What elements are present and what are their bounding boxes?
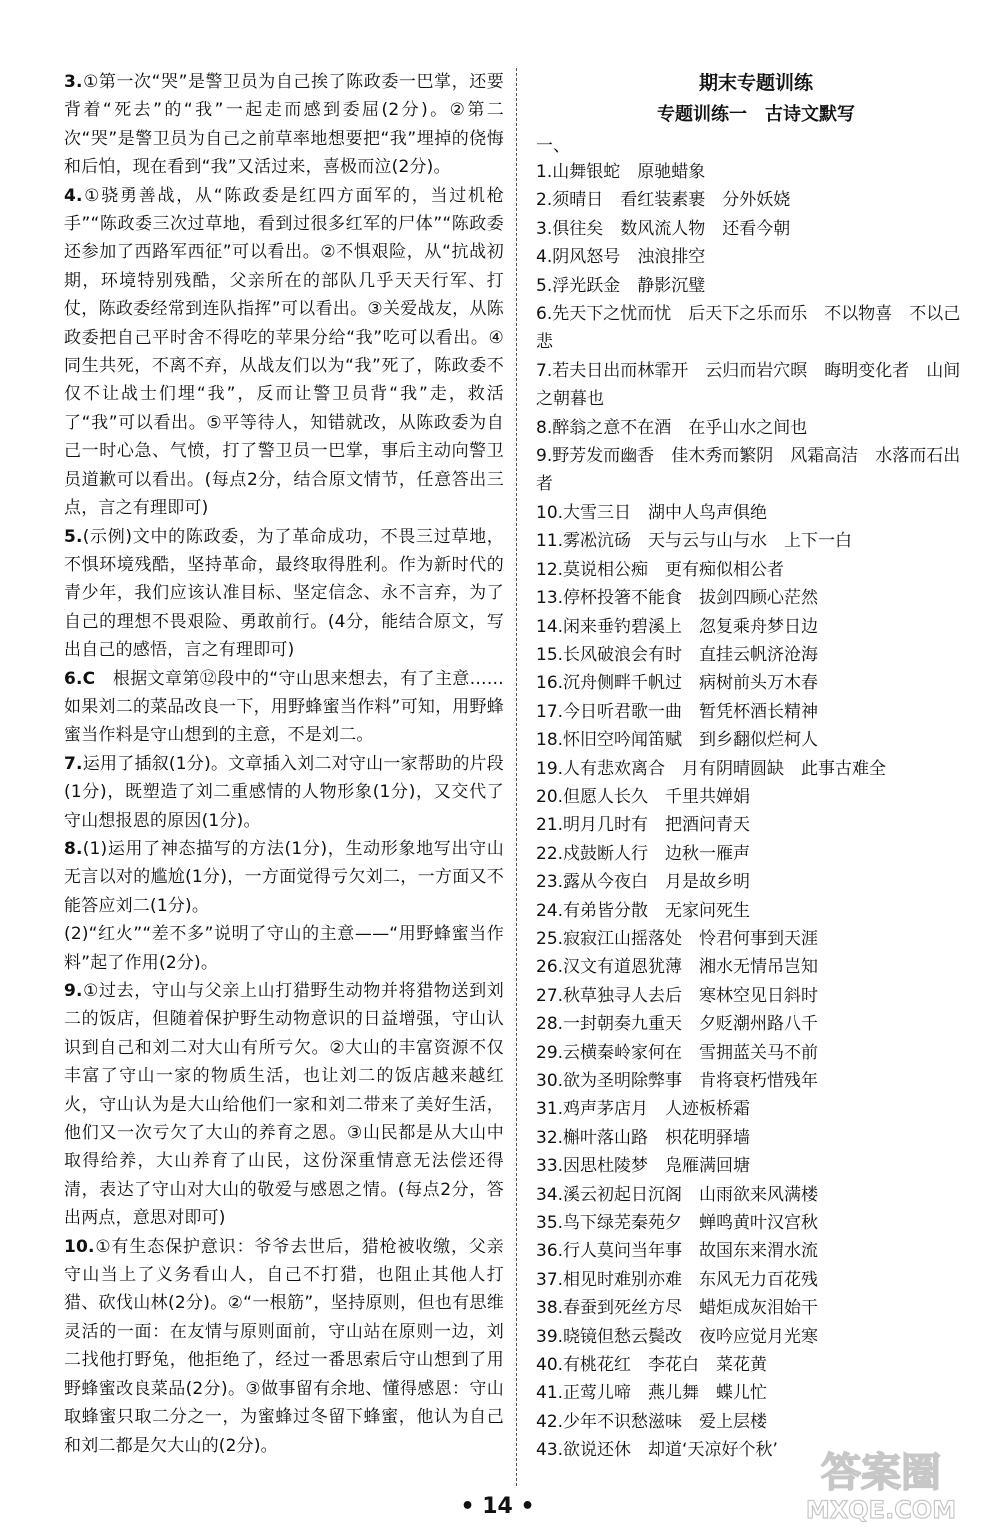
answer-number: 4. — [64, 185, 83, 206]
poem-answer-line: 32.槲叶落山路 枳花明驿墙 — [536, 1127, 751, 1148]
poem-answer-line: 39.晓镜但愁云鬓改 夜吟应觉月光寒 — [536, 1326, 819, 1347]
poem-answer-line: 41.正莺儿啼 燕儿舞 蝶儿忙 — [536, 1383, 768, 1404]
poem-answer-line: 22.戍鼓断人行 边秋一雁声 — [536, 843, 751, 864]
poem-answer-line: 40.有桃花红 李花白 菜花黄 — [536, 1355, 768, 1376]
answer-item — [64, 182, 504, 523]
poem-answer-line: 31.鸡声茅店月 人迹板桥霜 — [536, 1099, 751, 1120]
answer-text: ①过去，守山与父亲上山打猎野生动物并将猎物送到刘二的饭店，但随着保护野生动物意识的日益增强，守山认识到自己和刘二对大山有所亏欠。②大山的丰富资源不仅丰富了守山一家的物质生活，也让刘二的饭店越来越红火，守山认为是大山给他们一家和刘二带来了美好生活，他们又一次亏欠了大山的养育之恩。③山民都是从大山中取得给养，大山养育了山民，这份深重情意无法偿还得清，表达了守山对大山的敬爱与感恩之情。(每点2分，答出两点，意思对即可) — [64, 981, 504, 1229]
poem-answer-line: 7.若夫日出而林霏开 云归而岩穴暝 晦明变化者 山间之朝暮也 — [536, 360, 961, 410]
poem-answer-line: 30.欲为圣明除弊事 肯将衰朽惜残年 — [536, 1071, 819, 1091]
watermark-logo — [781, 1436, 981, 1526]
answer-item — [64, 68, 504, 182]
answer-number: 10. — [64, 1236, 95, 1257]
poem-answer-line: 29.云横秦岭家何在 雪拥蓝关马不前 — [536, 1042, 819, 1063]
answer-text: 运用了插叙(1分)。文章插入刘二对守山一家帮助的片段(1分)，既塑造了刘二重感情的人物形象(1分)，又交代了守山想报恩的原因(1分)。 — [64, 753, 504, 831]
poem-answer-line: 6.先天下之忧而忧 后天下之乐而乐 不以物喜 不以己悲 — [536, 304, 961, 353]
answer-number: 8. — [64, 838, 83, 859]
answer-text: ①第一次“哭”是警卫员为自己挨了陈政委一巴掌，还要背着“死去”的“我”一起走而感到委屈(2分)。②第二次“哭”是警卫员为自己之前草率地想要把“我”埋掉的侥悔和后怕，现在看到“我”又活过来，喜极而泣(2分)。 — [64, 72, 504, 178]
poem-answer-line: 37.相见时难别亦难 东风无力百花残 — [536, 1269, 819, 1290]
answer-text: (示例)文中的陈政委，为了革命成功，不畏三过草地，不惧环境残酷，坚持革命，最终取得胜利。作为新时代的青少年，我们应该认准目标、坚定信念、永不言弃，为了自己的理想不畏艰险、勇敢前行。(4分，能结合原文，写出自己的感悟，言之有理即可) — [64, 526, 504, 661]
poem-answer-line: 43.欲说还休 却道‘天凉好个秋’ — [536, 1440, 778, 1461]
column-divider — [516, 68, 517, 1486]
poem-answer-list — [536, 158, 976, 1465]
poem-answer-line: 15.长风破浪会有时 直挂云帆济沧海 — [536, 644, 819, 665]
answer-item — [64, 665, 504, 750]
poem-answer-line: 36.行人莫问当年事 故国东来渭水流 — [536, 1241, 819, 1262]
answer-column-right — [536, 68, 976, 1465]
poem-answer-line: 12.莫说相公痴 更有痴似相公者 — [536, 559, 785, 580]
answer-item — [64, 835, 504, 920]
poem-answer-line: 34.溪云初起日沉阁 山雨欲来风满楼 — [536, 1184, 819, 1205]
poem-answer-line: 10.大雪三日 湖中人鸟声俱绝 — [536, 502, 768, 523]
answer-text: (1)运用了神态描写的方法(1分)，生动形象地写出守山无言以对的尴尬(1分)，一方面觉得亏欠刘二，一方面又不能答应刘二(1分)。 — [64, 838, 504, 916]
answer-text: ①有生态保护意识：爷爷去世后，猎枪被收缴，父亲守山当上了义务看山人，自己不打猎，也阻止其他人打猎、砍伐山林(2分)。②“一根筋”，坚持原则，但也有思维灵活的一面：在友情与原则面前，守山站在原则一边，刘二找他打野兔，他拒绝了，经过一番思索后守山想到了用野蜂蜜改良菜品(2分)。③做事留有余地、懂得感恩：守山取蜂蜜只取二分之一，为蜜蜂过冬留下蜂蜜，他认为自己和刘二都是欠大山的(2分)。 — [64, 1236, 504, 1456]
answer-number: 7. — [64, 753, 83, 774]
answer-number: 3. — [64, 72, 83, 92]
poem-answer-line: 13.停杯投箸不能食 拔剑四顾心茫然 — [536, 588, 819, 609]
answer-column-left — [64, 68, 504, 1460]
poem-answer-line: 26.汉文有道恩犹薄 湘水无情吊岂知 — [536, 957, 819, 978]
section-subtitle: 专题训练一 古诗文默写 — [657, 104, 855, 125]
answer-item — [64, 1233, 504, 1460]
answer-item — [64, 523, 504, 665]
poem-answer-line: 9.野芳发而幽香 佳木秀而繁阴 风霜高洁 水落而石出者 — [536, 446, 961, 495]
answer-item — [64, 977, 504, 1233]
poem-answer-line: 33.因思杜陵梦 凫雁满回塘 — [536, 1156, 751, 1177]
poem-answer-line: 3.俱往矣 数风流人物 还看今朝 — [536, 218, 791, 239]
answer-text: ①骁勇善战，从“陈政委是红四方面军的，当过机枪手”“陈政委三次过草地，看到过很多红军的尸体”“陈政委还参加了西路军西征”可以看出。②不惧艰险，从“抗战初期，环境特别残酷，父亲所在的部队几乎天天行军、打仗，陈政委经常到连队指挥”可以看出。③关爱战友，从陈政委把自己平时舍不得吃的苹果分给“我”吃可以看出。④同生共死，不离不弃，从战友们以为“我”死了，陈政委不仅不让战士们埋“我”，反而让警卫员背“我”走，救活了“我”可以看出。⑤平等待人，知错就改，从陈政委为自己一时心急、气愤，打了警卫员一巴掌，事后主动向警卫员道歉可以看出。(每点2分，结合原文情节，任意答出三点，言之有理即可) — [64, 185, 504, 519]
poem-answer-line: 42.少年不识愁滋味 爱上层楼 — [536, 1411, 768, 1432]
poem-answer-line: 14.闲来垂钓碧溪上 忽复乘舟梦日边 — [536, 616, 819, 637]
poem-answer-line: 21.明月几时有 把酒问青天 — [536, 815, 751, 836]
poem-answer-line: 11.雾凇沆砀 天与云与山与水 上下一白 — [536, 531, 853, 552]
part-label: 一、 — [536, 136, 570, 156]
poem-answer-line: 28.一封朝奏九重天 夕贬潮州路八千 — [536, 1014, 819, 1035]
answer-number: 9. — [64, 981, 83, 1001]
answer-number: 6.C — [64, 668, 96, 689]
poem-answer-line: 18.怀旧空吟闻笛赋 到乡翻似烂柯人 — [536, 730, 819, 751]
poem-answer-line: 27.秋草独寻人去后 寒林空见日斜时 — [536, 985, 819, 1006]
poem-answer-line: 8.醉翁之意不在酒 在乎山水之间也 — [536, 417, 808, 438]
poem-answer-line: 38.春蚕到死丝方尽 蜡炬成灰泪始干 — [536, 1298, 819, 1319]
poem-answer-line: 4.阴风怒号 浊浪排空 — [536, 247, 706, 268]
page-number: • 14 • — [460, 1494, 535, 1519]
poem-answer-line: 16.沉舟侧畔千帆过 病树前头万木春 — [536, 673, 819, 694]
poem-answer-line: 23.露从今夜白 月是故乡明 — [536, 872, 751, 893]
poem-answer-line: 1.山舞银蛇 原驰蜡象 — [536, 162, 706, 182]
poem-answer-line: 24.有弟皆分散 无家问死生 — [536, 900, 751, 921]
poem-answer-line: 20.但愿人长久 千里共婵娟 — [536, 786, 751, 807]
poem-answer-line: 2.须晴日 看红装素裹 分外妖娆 — [536, 190, 791, 211]
watermark-text: 答案圈 — [821, 1450, 941, 1496]
answer-subpart: (2)“红火”“差不多”说明了守山的主意——“用野蜂蜜当作料”起了作用(2分)。 — [64, 924, 504, 973]
poem-answer-line: 17.今日听君歌一曲 暂凭杯酒长精神 — [536, 701, 819, 722]
poem-answer-line: 35.鸟下绿芜秦苑夕 蝉鸣黄叶汉宫秋 — [536, 1213, 819, 1234]
answer-item — [64, 750, 504, 835]
section-title: 期末专题训练 — [698, 72, 813, 94]
poem-answer-line: 19.人有悲欢离合 月有阴晴圆缺 此事古难全 — [536, 758, 887, 779]
answer-text: 根据文章第⑫段中的“守山思来想去，有了主意……如果刘二的菜品改良一下，用野蜂蜜当作料”可知，用野蜂蜜当作料是守山想到的主意，不是刘二。 — [64, 668, 504, 746]
watermark-url: MXQE.COM — [805, 1496, 957, 1524]
poem-answer-line: 5.浮光跃金 静影沉璧 — [536, 275, 706, 296]
poem-answer-line: 25.寂寂江山摇落处 怜君何事到天涯 — [536, 928, 819, 949]
answer-number: 5. — [64, 526, 83, 547]
